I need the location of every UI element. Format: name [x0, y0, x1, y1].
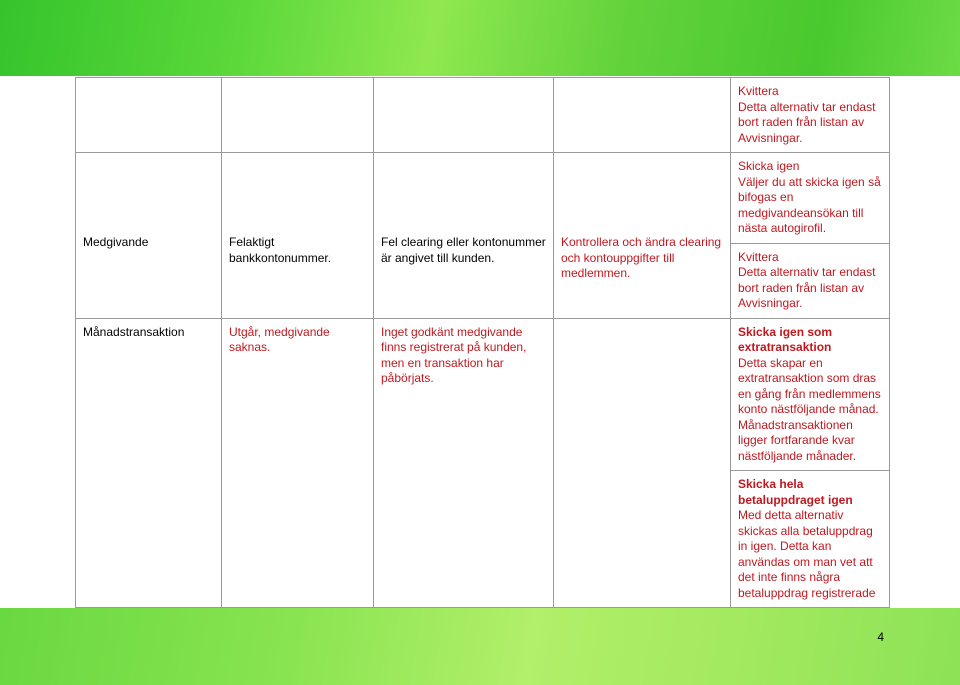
header-green-band	[0, 0, 960, 76]
cell-type: Medgivande	[76, 153, 222, 319]
cell-type: Månadstransaktion	[76, 318, 222, 608]
page-number: 4	[877, 630, 884, 644]
option-text: Detta alternativ tar endast bort raden från listan av Avvisningar.	[738, 265, 876, 310]
cell-description	[374, 78, 554, 153]
cell-action	[554, 318, 731, 608]
option-text: Detta alternativ tar endast bort raden från listan av Avvisningar.	[738, 99, 876, 145]
table-row	[76, 153, 890, 319]
option-title: Skicka igen som extratransaktion	[738, 324, 833, 354]
cell-cause: Felaktigt bankkontonummer.	[222, 153, 374, 319]
option-text: Detta skapar en extratransaktion som dras en gång från medlemmens konto nästföljande månad. Månadstransaktionen ligger fortfarande kvar nästföljande månader.	[738, 355, 881, 463]
option-block	[731, 78, 889, 152]
footer-green-band	[0, 608, 960, 685]
table-row	[76, 78, 890, 153]
option-title: Skicka hela betaluppdraget igen	[738, 477, 853, 507]
rejections-table	[75, 77, 890, 608]
option-title: Kvittera	[738, 84, 779, 98]
cell-cause	[222, 78, 374, 153]
option-block	[731, 470, 889, 607]
cell-action	[554, 78, 731, 153]
option-title: Skicka igen	[738, 159, 800, 173]
cell-description: Inget godkänt medgivande finns registrerat på kunden, men en transaktion har påbörjats.	[374, 318, 554, 608]
option-block	[731, 153, 889, 243]
option-title: Kvittera	[738, 249, 779, 264]
cell-description: Fel clearing eller kontonummer är angivet till kunden.	[374, 153, 554, 319]
option-block	[731, 319, 889, 471]
option-text: Väljer du att skicka igen så bifogas en medgivandeansökan till nästa autogirofil.	[738, 174, 881, 235]
option-block	[731, 243, 889, 318]
cell-options	[731, 318, 890, 608]
table-row	[76, 318, 890, 608]
cell-action: Kontrollera och ändra clearing och kontouppgifter till medlemmen.	[554, 153, 731, 319]
cell-options	[731, 78, 890, 153]
option-text: Med detta alternativ skickas alla betaluppdrag in igen. Detta kan användas om man vet att det inte finns några betaluppdrag registrerade	[738, 508, 876, 600]
cell-type	[76, 78, 222, 153]
cell-options	[731, 153, 890, 319]
cell-cause: Utgår, medgivande saknas.	[222, 318, 374, 608]
